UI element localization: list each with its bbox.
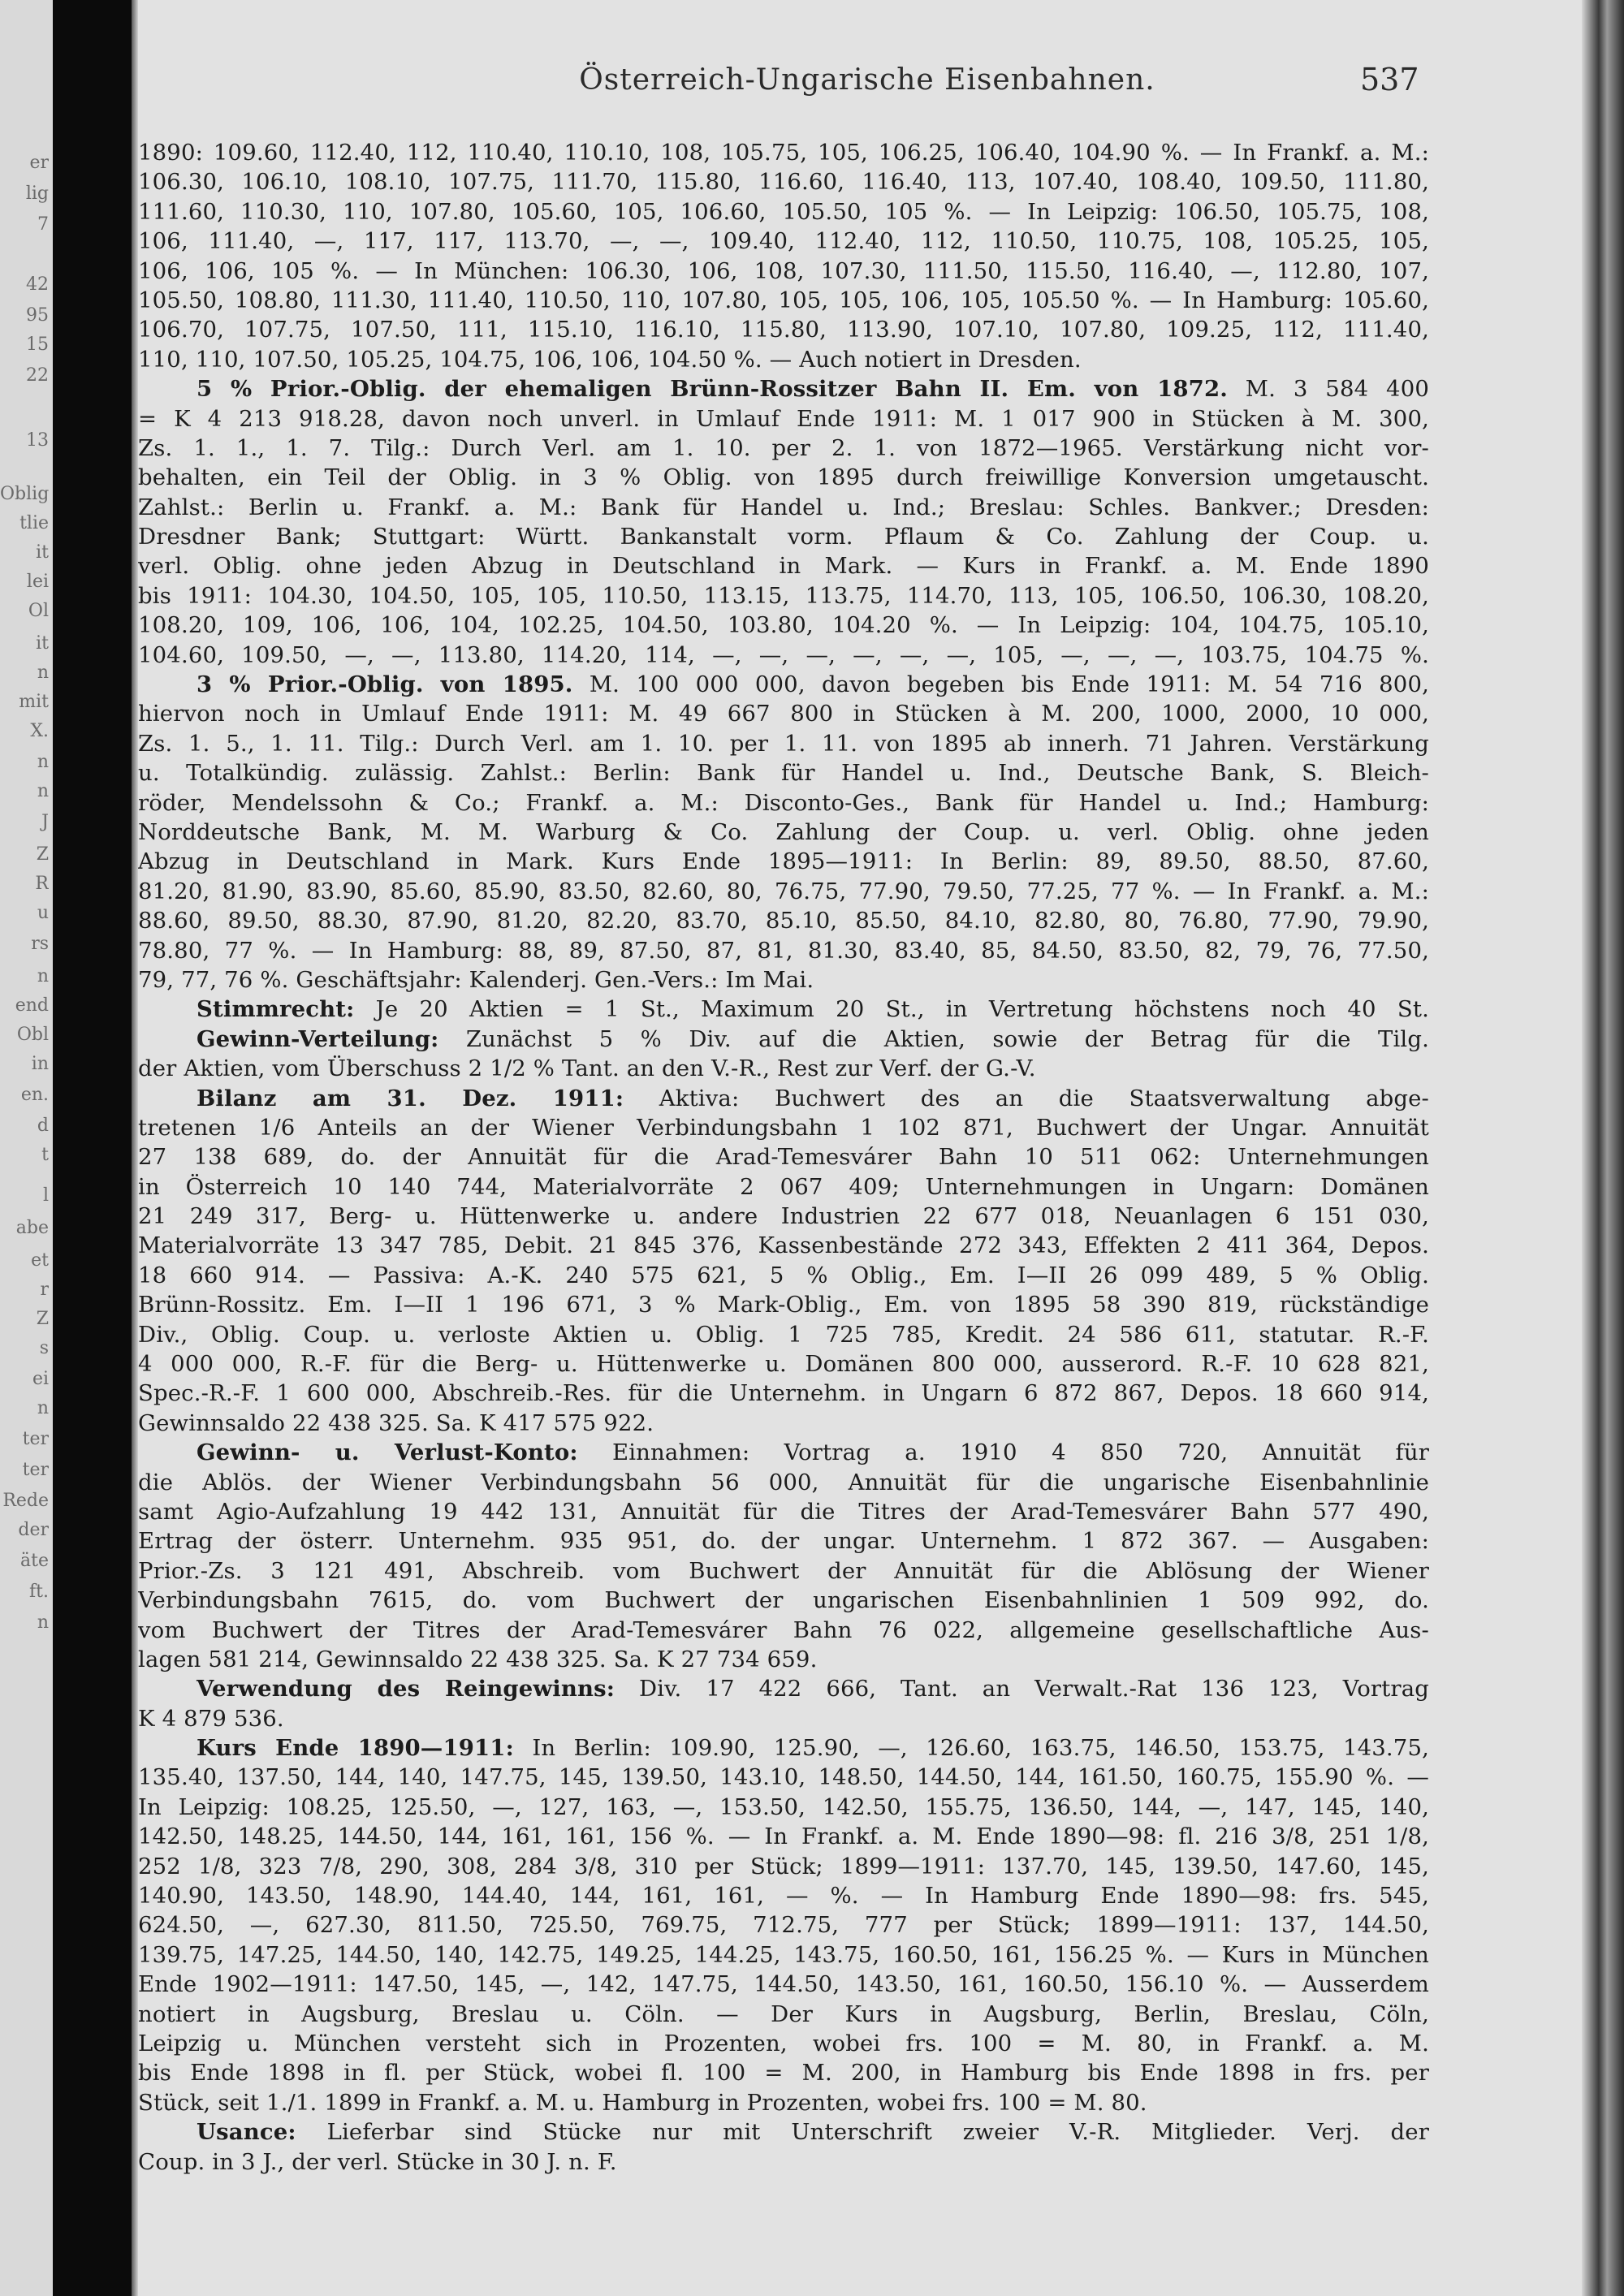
facing-page-fragment: s	[39, 1338, 49, 1358]
text-line: vom Buchwert der Titres der Arad-Temesvárer Bahn 76 022, allgemeine gesellschaftliche Aus-	[138, 1616, 1429, 1643]
section-heading: 5 % Prior.-Oblig. der ehemaligen Brünn-Rossitzer Bahn II. Em. von 1872.	[197, 376, 1228, 403]
text-line: 135.40, 137.50, 144, 140, 147.75, 145, 139.50, 143.10, 148.50, 144.50, 144, 161.50, 160.75, 155.90 %. —	[138, 1764, 1429, 1791]
facing-page-fragment: R	[35, 874, 49, 894]
text-line: Zs. 1. 1., 1. 7. Tilg.: Durch Verl. am 1. 10. per 2. 1. von 1872—1965. Verstärkung nicht vor-	[138, 434, 1429, 461]
facing-page-fragment: Z	[36, 844, 49, 865]
facing-page-fragment: lig	[25, 183, 49, 204]
facing-page-fragment: 7	[37, 214, 49, 235]
facing-page-fragment: n	[37, 781, 49, 801]
facing-page-fragment: en.	[20, 1085, 49, 1105]
text-line: 4 000 000, R.-F. für die Berg- u. Hüttenwerke u. Domänen 800 000, ausserord. R.-F. 10 628 821,	[138, 1351, 1429, 1378]
text-line: Zs. 1. 5., 1. 11. Tilg.: Durch Verl. am 1. 10. per 1. 11. von 1895 ab innerh. 71 Jahren. Verstärkung	[138, 730, 1429, 757]
text-line: 81.20, 81.90, 83.90, 85.60, 85.90, 83.50, 82.60, 80, 76.75, 77.90, 79.50, 77.25, 77 %. — In Frankf. a. M.:	[138, 878, 1429, 904]
section-heading: Gewinn- u. Verlust-Konto:	[197, 1439, 578, 1466]
facing-page-fragment: 42	[26, 274, 49, 295]
facing-page-fragment: 15	[26, 334, 49, 355]
text-line: die Ablös. der Wiener Verbindungsbahn 56 000, Annuität für die ungarische Eisenbahnlinie	[138, 1469, 1429, 1495]
line-rest: Lieferbar sind Stücke nur mit Unterschrift zweier V.-R. Mitglieder. Verj. der	[296, 2119, 1429, 2146]
facing-page-fragment: J	[41, 812, 49, 832]
text-line: verl. Oblig. ohne jeden Abzug in Deutschland in Mark. — Kurs in Frankf. a. M. Ende 1890	[138, 553, 1429, 580]
text-line	[138, 1084, 1429, 1113]
line-rest: M. 100 000 000, davon begeben bis Ende 1911: M. 54 716 800,	[572, 671, 1429, 698]
text-line: 106.70, 107.75, 107.50, 111, 115.10, 116.10, 115.80, 113.90, 107.10, 107.80, 109.25, 112, 111.40,	[138, 317, 1429, 343]
line-rest: In Berlin: 109.90, 125.90, —, 126.60, 163.75, 146.50, 153.75, 143.75,	[513, 1735, 1429, 1762]
facing-page-fragment: 22	[26, 365, 49, 386]
text-line	[138, 1025, 1429, 1054]
text-line: samt Agio-Aufzahlung 19 442 131, Annuität für die Titres der Arad-Temesvárer Bahn 577 490,	[138, 1498, 1429, 1525]
facing-page-fragment: ter	[22, 1429, 49, 1449]
text-line: 106, 111.40, —, 117, 117, 113.70, —, —, 109.40, 112.40, 112, 110.50, 110.75, 108, 105.25, 105,	[138, 228, 1429, 255]
section-heading: Verwendung des Reingewinns:	[197, 1676, 615, 1703]
left-page-margin	[0, 0, 53, 2296]
section-heading: Kurs Ende 1890—1911:	[197, 1735, 514, 1762]
text-line: Stück, seit 1./1. 1899 in Frankf. a. M. u. Hamburg in Prozenten, wobei frs. 100 = M. 80.	[138, 2089, 1147, 2116]
section-heading: Usance:	[197, 2119, 296, 2146]
text-line: 79, 77, 76 %. Geschäftsjahr: Kalenderj. Gen.-Vers.: Im Mai.	[138, 966, 814, 993]
line-rest: Einnahmen: Vortrag a. 1910 4 850 720, Annuität für	[577, 1439, 1429, 1466]
page-number: 537	[1360, 62, 1419, 97]
text-line: 1890: 109.60, 112.40, 112, 110.40, 110.10, 108, 105.75, 105, 106.25, 106.40, 104.90 %. — In Frankf. a. M.:	[138, 140, 1429, 166]
text-line: 142.50, 148.25, 144.50, 144, 161, 161, 156 %. — In Frankf. a. M. Ende 1890—98: fl. 216 3/8, 251 1/8,	[138, 1823, 1429, 1850]
facing-page-fragment: t	[41, 1145, 49, 1165]
facing-page-fragment: n	[37, 1398, 49, 1418]
text-line: 18 660 914. — Passiva: A.-K. 240 575 621, 5 % Oblig., Em. I—II 26 099 489, 5 % Oblig.	[138, 1262, 1429, 1288]
document-page	[138, 0, 1582, 2296]
text-line: tretenen 1/6 Anteils an der Wiener Verbindungsbahn 1 102 871, Buchwert der Ungar. Annuität	[138, 1114, 1429, 1141]
text-line	[138, 1438, 1429, 1467]
text-line	[138, 670, 1429, 699]
facing-page-fragment: it	[36, 542, 49, 563]
text-line	[138, 1674, 1429, 1703]
text-line: 21 249 317, Berg- u. Hüttenwerke u. andere Industrien 22 677 018, Neuanlagen 6 151 030,	[138, 1203, 1429, 1230]
text-line: Ertrag der österr. Unternehm. 935 951, do. der ungar. Unternehm. 1 872 367. — Ausgaben:	[138, 1528, 1429, 1555]
line-rest: Aktiva: Buchwert des an die Staatsverwaltung abge-	[624, 1085, 1429, 1111]
line-rest: Je 20 Aktien = 1 St., Maximum 20 St., in Vertretung höchstens noch 40 St.	[354, 996, 1429, 1023]
text-line: Abzug in Deutschland in Mark. Kurs Ende 1895—1911: In Berlin: 89, 89.50, 88.50, 87.60,	[138, 848, 1429, 875]
section-heading: 3 % Prior.-Oblig. von 1895.	[197, 671, 573, 698]
text-line: 110, 110, 107.50, 105.25, 104.75, 106, 106, 104.50 %. — Auch notiert in Dresden.	[138, 346, 1082, 373]
text-line: Norddeutsche Bank, M. M. Warburg & Co. Zahlung der Coup. u. verl. Oblig. ohne jeden	[138, 818, 1429, 845]
section-heading: Stimmrecht:	[197, 996, 355, 1023]
text-line: 139.75, 147.25, 144.50, 140, 142.75, 149.25, 144.25, 143.75, 160.50, 161, 156.25 %. — Kurs in München	[138, 1941, 1429, 1968]
facing-page-fragment: Ol	[28, 601, 49, 621]
body-text	[138, 138, 1429, 2177]
section-heading: Gewinn-Verteilung:	[197, 1025, 439, 1052]
facing-page-fragment: n	[37, 752, 49, 772]
facing-page-fragment: abe	[15, 1218, 49, 1238]
text-line: K 4 879 536.	[138, 1705, 284, 1732]
text-line: Leipzig u. München versteht sich in Prozenten, wobei frs. 100 = M. 80, in Frankf. a. M.	[138, 2031, 1429, 2056]
facing-page-fragment: r	[40, 1280, 49, 1300]
facing-page-fragment: it	[36, 633, 49, 654]
text-line: 624.50, —, 627.30, 811.50, 725.50, 769.75, 712.75, 777 per Stück; 1899—1911: 137, 144.50,	[138, 1912, 1429, 1939]
text-line: = K 4 213 918.28, davon noch unverl. in Umlauf Ende 1911: M. 1 017 900 in Stücken à M. 300,	[138, 405, 1429, 432]
facing-page-fragment: end	[15, 995, 49, 1016]
text-line: behalten, ein Teil der Oblig. in 3 % Oblig. von 1895 durch freiwillige Konversion umgetauscht.	[138, 464, 1429, 491]
text-line: 78.80, 77 %. — In Hamburg: 88, 89, 87.50, 87, 81, 81.30, 83.40, 85, 84.50, 83.50, 82, 79, 76, 77.50,	[138, 937, 1429, 964]
line-rest: Div. 17 422 666, Tant. an Verwalt.-Rat 136 123, Vortrag	[615, 1676, 1429, 1703]
text-line: notiert in Augsburg, Breslau u. Cöln. — Der Kurs in Augsburg, Berlin, Breslau, Cöln,	[138, 2000, 1429, 2027]
text-line: 111.60, 110.30, 110, 107.80, 105.60, 105, 106.60, 105.50, 105 %. — In Leipzig: 106.50, 105.75, 108,	[138, 198, 1429, 225]
right-page-edge	[1582, 0, 1624, 2296]
text-line: Brünn-Rossitz. Em. I—II 1 196 671, 3 % Mark-Oblig., Em. von 1895 58 390 819, rückständige	[138, 1292, 1429, 1318]
text-line	[138, 995, 1429, 1024]
facing-page-fragment: Obl	[16, 1025, 49, 1045]
text-line: In Leipzig: 108.25, 125.50, —, 127, 163, —, 153.50, 142.50, 155.75, 136.50, 144, —, 147, 145, 140,	[138, 1793, 1429, 1820]
facing-page-fragment: mit	[19, 692, 49, 712]
section-heading: Bilanz am 31. Dez. 1911:	[197, 1085, 624, 1111]
text-line: Zahlst.: Berlin u. Frankf. a. M.: Bank für Handel u. Ind.; Breslau: Schles. Bankver.; Dresden:	[138, 494, 1429, 520]
facing-page-fragment: lei	[26, 572, 49, 592]
text-line: 252 1/8, 323 7/8, 290, 308, 284 3/8, 310 per Stück; 1899—1911: 137.70, 145, 139.50, 147.60, 145,	[138, 1853, 1429, 1880]
facing-page-fragment: Rede	[2, 1491, 49, 1511]
text-line: 105.50, 108.80, 111.30, 111.40, 110.50, 110, 107.80, 105, 105, 106, 105, 105.50 %. — In Hamburg: 105.60,	[138, 287, 1429, 313]
text-line: röder, Mendelssohn & Co.; Frankf. a. M.: Disconto-Ges., Bank für Handel u. Ind.; Hamburg:	[138, 789, 1429, 816]
facing-page-fragment: n	[37, 1612, 49, 1633]
text-line: u. Totalkündig. zulässig. Zahlst.: Berlin: Bank für Handel u. Ind., Deutsche Bank, S. Bleich-	[138, 760, 1429, 787]
text-line: Coup. in 3 J., der verl. Stücke in 30 J. n. F.	[138, 2148, 617, 2175]
text-line: 140.90, 143.50, 148.90, 144.40, 144, 161, 161, — %. — In Hamburg Ende 1890—98: frs. 545,	[138, 1883, 1429, 1910]
facing-page-fragment: n	[37, 966, 49, 986]
facing-page-fragment: äte	[20, 1551, 49, 1571]
binding-edge	[132, 0, 138, 2296]
text-line	[138, 1733, 1429, 1763]
text-line: 104.60, 109.50, —, —, 113.80, 114.20, 114, —, —, —, —, —, —, 105, —, —, —, 103.75, 104.75 %.	[138, 641, 1429, 668]
text-line: 106, 106, 105 %. — In München: 106.30, 106, 108, 107.30, 111.50, 115.50, 116.40, —, 112.80, 107,	[138, 257, 1429, 284]
book-binding-shadow	[53, 0, 132, 2296]
text-line	[138, 2117, 1429, 2147]
text-line: Div., Oblig. Coup. u. verloste Aktien u. Oblig. 1 725 785, Kredit. 24 586 611, statutar. R.-F.	[138, 1321, 1429, 1348]
text-line: Prior.-Zs. 3 121 491, Abschreib. vom Buchwert der Annuität für die Ablösung der Wiener	[138, 1557, 1429, 1584]
text-line: 27 138 689, do. der Annuität für die Arad-Temesvárer Bahn 10 511 062: Unternehmungen	[138, 1144, 1429, 1171]
facing-page-fragment: Z	[36, 1309, 49, 1329]
line-rest: Zunächst 5 % Div. auf die Aktien, sowie der Betrag für die Tilg.	[438, 1025, 1429, 1052]
facing-page-fragment: 13	[26, 430, 49, 451]
text-line: bis Ende 1898 in fl. per Stück, wobei fl. 100 = M. 200, in Hamburg bis Ende 1898 in frs. per	[138, 2060, 1429, 2087]
facing-page-fragment: der	[18, 1520, 49, 1540]
facing-page-fragment: in	[31, 1054, 49, 1074]
text-line: Verbindungsbahn 7615, do. vom Buchwert der ungarischen Eisenbahnlinien 1 509 992, do.	[138, 1587, 1429, 1614]
text-line: in Österreich 10 140 744, Materialvorräte 2 067 409; Unternehmungen in Ungarn: Domänen	[138, 1173, 1429, 1200]
text-line: 88.60, 89.50, 88.30, 87.90, 81.20, 82.20, 83.70, 85.10, 85.50, 84.10, 82.80, 80, 76.80, 77.90, 79.90,	[138, 908, 1429, 934]
facing-page-fragment: et	[31, 1250, 49, 1271]
text-line: hiervon noch in Umlauf Ende 1911: M. 49 667 800 in Stücken à M. 200, 1000, 2000, 10 000,	[138, 701, 1429, 727]
running-header-title: Österreich-Ungarische Eisenbahnen.	[579, 63, 1155, 97]
facing-page-fragment: er	[29, 153, 49, 173]
text-line: Spec.-R.-F. 1 600 000, Abschreib.-Res. für die Unternehm. in Ungarn 6 872 867, Depos. 18 660 914,	[138, 1380, 1429, 1407]
facing-page-fragment: tlie	[19, 513, 49, 533]
facing-page-fragment: Oblig	[0, 484, 49, 504]
facing-page-fragment: n	[37, 662, 49, 683]
text-line: bis 1911: 104.30, 104.50, 105, 105, 110.50, 113.15, 113.75, 114.70, 113, 105, 106.50, 106.30, 108.20,	[138, 582, 1429, 609]
text-line: Gewinnsaldo 22 438 325. Sa. K 417 575 922.	[138, 1409, 654, 1436]
facing-page-fragment: rs	[31, 934, 49, 954]
text-line: Materialvorräte 13 347 785, Debit. 21 845 376, Kassenbestände 272 343, Effekten 2 411 364, Depos.	[138, 1232, 1429, 1259]
facing-page-fragment: 95	[26, 305, 49, 326]
text-line: der Aktien, vom Überschuss 2 1/2 % Tant. an den V.-R., Rest zur Verf. der G.-V.	[138, 1055, 1036, 1082]
facing-page-fragment: X.	[30, 721, 49, 741]
text-line: Ende 1902—1911: 147.50, 145, —, 142, 147.75, 144.50, 143.50, 161, 160.50, 156.10 %. — Ausserdem	[138, 1971, 1429, 1998]
text-line: 106.30, 106.10, 108.10, 107.75, 111.70, 115.80, 116.60, 116.40, 113, 107.40, 108.40, 109.50, 111.80,	[138, 169, 1429, 196]
facing-page-fragment: u	[37, 903, 49, 923]
facing-page-fragment: d	[37, 1116, 49, 1136]
facing-page-fragment: ei	[32, 1369, 49, 1389]
facing-page-fragment: ft.	[29, 1582, 49, 1602]
text-line	[138, 374, 1429, 404]
facing-page-fragment: l	[42, 1185, 49, 1206]
text-line: Dresdner Bank; Stuttgart: Württ. Bankanstalt vorm. Pflaum & Co. Zahlung der Coup. u.	[138, 524, 1429, 550]
text-line: 108.20, 109, 106, 106, 104, 102.25, 104.50, 103.80, 104.20 %. — In Leipzig: 104, 104.75, 105.10,	[138, 612, 1429, 639]
text-line: lagen 581 214, Gewinnsaldo 22 438 325. Sa. K 27 734 659.	[138, 1646, 818, 1672]
facing-page-fragment: ter	[22, 1460, 49, 1480]
line-rest: M. 3 584 400	[1227, 376, 1429, 403]
